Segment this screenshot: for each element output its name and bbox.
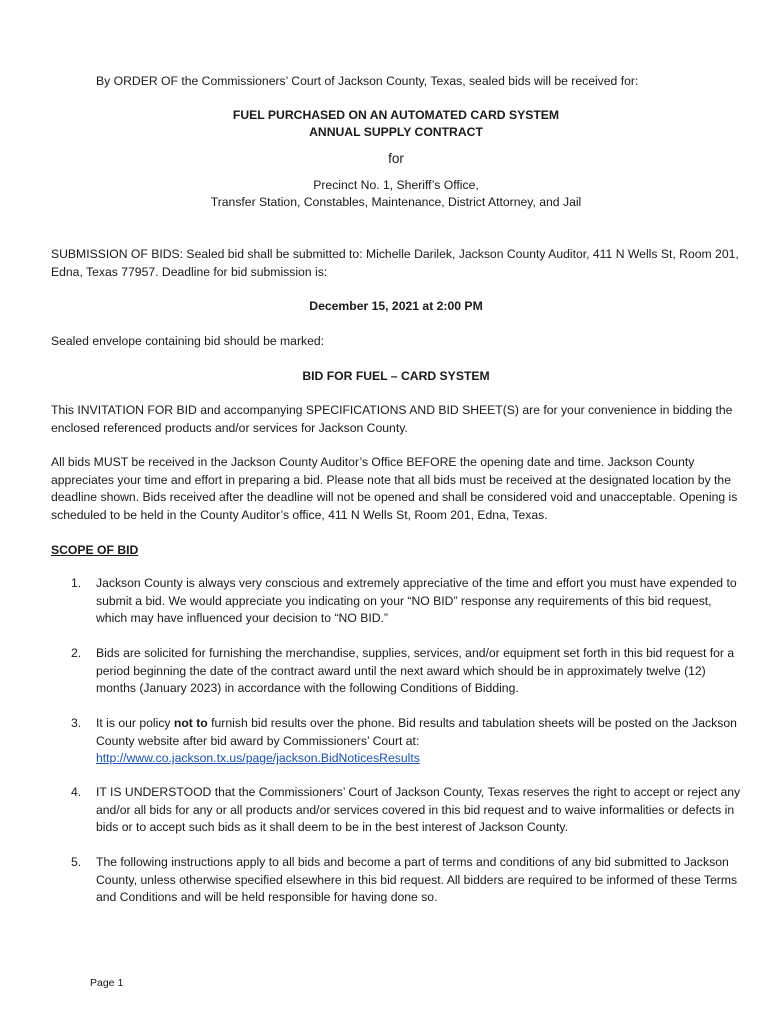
- page-number: Page 1: [90, 977, 124, 989]
- list-text: IT IS UNDERSTOOD that the Commissioners’ Court of Jackson County, Texas reserves the right to accept or reject any and/or all bids for any or all products and/or services covered in this bid request and to waive informalities or defects in bids or to accept such bids as it shall deem to be in the best interest of Jackson County.: [96, 785, 741, 834]
- envelope-mark: BID FOR FUEL – CARD SYSTEM: [302, 369, 490, 383]
- list-item: [51, 854, 741, 907]
- deadline-text: December 15, 2021 at 2:00 PM: [309, 299, 483, 313]
- list-number: 4.: [71, 785, 82, 799]
- invitation-paragraph: This INVITATION FOR BID and accompanying SPECIFICATIONS AND BID SHEET(S) are for your convenience in bidding the enclosed referenced products and/or services for Jackson County.: [51, 403, 733, 435]
- list-number: 1.: [71, 576, 82, 590]
- policy-text-pre: It is our policy: [96, 716, 174, 730]
- bid-results-link[interactable]: http://www.co.jackson.tx.us/page/jackson.BidNoticesResults: [96, 751, 420, 765]
- intro-text: By ORDER OF the Commissioners’ Court of Jackson County, Texas, sealed bids will be received for:: [96, 74, 639, 88]
- list-text: The following instructions apply to all bids and become a part of terms and conditions of any bid submitted to Jackson County, unless otherwise specified elsewhere in this bid request. All bidders are required to be informed of these Terms and Conditions and will be held responsible for having done so.: [96, 855, 738, 904]
- scope-heading: SCOPE OF BID: [51, 543, 139, 557]
- title-line-2: ANNUAL SUPPLY CONTRACT: [309, 125, 483, 139]
- list-item: [51, 784, 741, 837]
- submission-paragraph: SUBMISSION OF BIDS: Sealed bid shall be submitted to: Michelle Darilek, Jackson County Auditor, 411 N Wells St, Room 201, Edna, Texas 77957. Deadline for bid submission is:: [51, 247, 739, 279]
- list-item: [51, 715, 741, 768]
- all-bids-paragraph: All bids MUST be received in the Jackson County Auditor’s Office BEFORE the opening date and time. Jackson County appreciates your time and effort in preparing a bid. Please note that all bids must be received at the designated location by the deadline shown. Bids received after the deadline will not be opened and shall be considered void and unacceptable. Opening is scheduled to be held in the County Auditor’s office, 411 N Wells St, Room 201, Edna, Texas.: [51, 455, 738, 522]
- list-text: Bids are solicited for furnishing the merchandise, supplies, services, and/or equipment set forth in this bid request for a period beginning the date of the contract award until the next award which should be in approximately twelve (12) months (January 2023) in accordance with the following Conditions of Bidding.: [96, 646, 735, 695]
- departments-line-2: Transfer Station, Constables, Maintenance, District Attorney, and Jail: [210, 195, 582, 209]
- list-number: 5.: [71, 855, 82, 869]
- list-text: Jackson County is always very conscious and extremely appreciative of the time and effort you must have expended to submit a bid. We would appreciate you indicating on your “NO BID” response any requirements of this bid request, which may have influenced your decision to “NO BID.”: [96, 576, 737, 625]
- policy-emphasis: not to: [173, 716, 208, 730]
- envelope-text: Sealed envelope containing bid should be marked:: [51, 334, 325, 348]
- departments-line-1: Precinct No. 1, Sheriff’s Office,: [313, 178, 479, 192]
- title-line-1: FUEL PURCHASED ON AN AUTOMATED CARD SYSTEM: [232, 108, 560, 122]
- policy-text-post: furnish bid results over the phone. Bid results and tabulation sheets will be posted on the Jackson County website after bid award by Commissioners’ Court at:: [96, 716, 737, 748]
- list-number: 3.: [71, 716, 82, 730]
- for-text: for: [388, 151, 404, 166]
- list-item: [51, 575, 741, 628]
- list-text: [96, 715, 741, 768]
- list-number: 2.: [71, 646, 82, 660]
- list-item: [51, 645, 741, 698]
